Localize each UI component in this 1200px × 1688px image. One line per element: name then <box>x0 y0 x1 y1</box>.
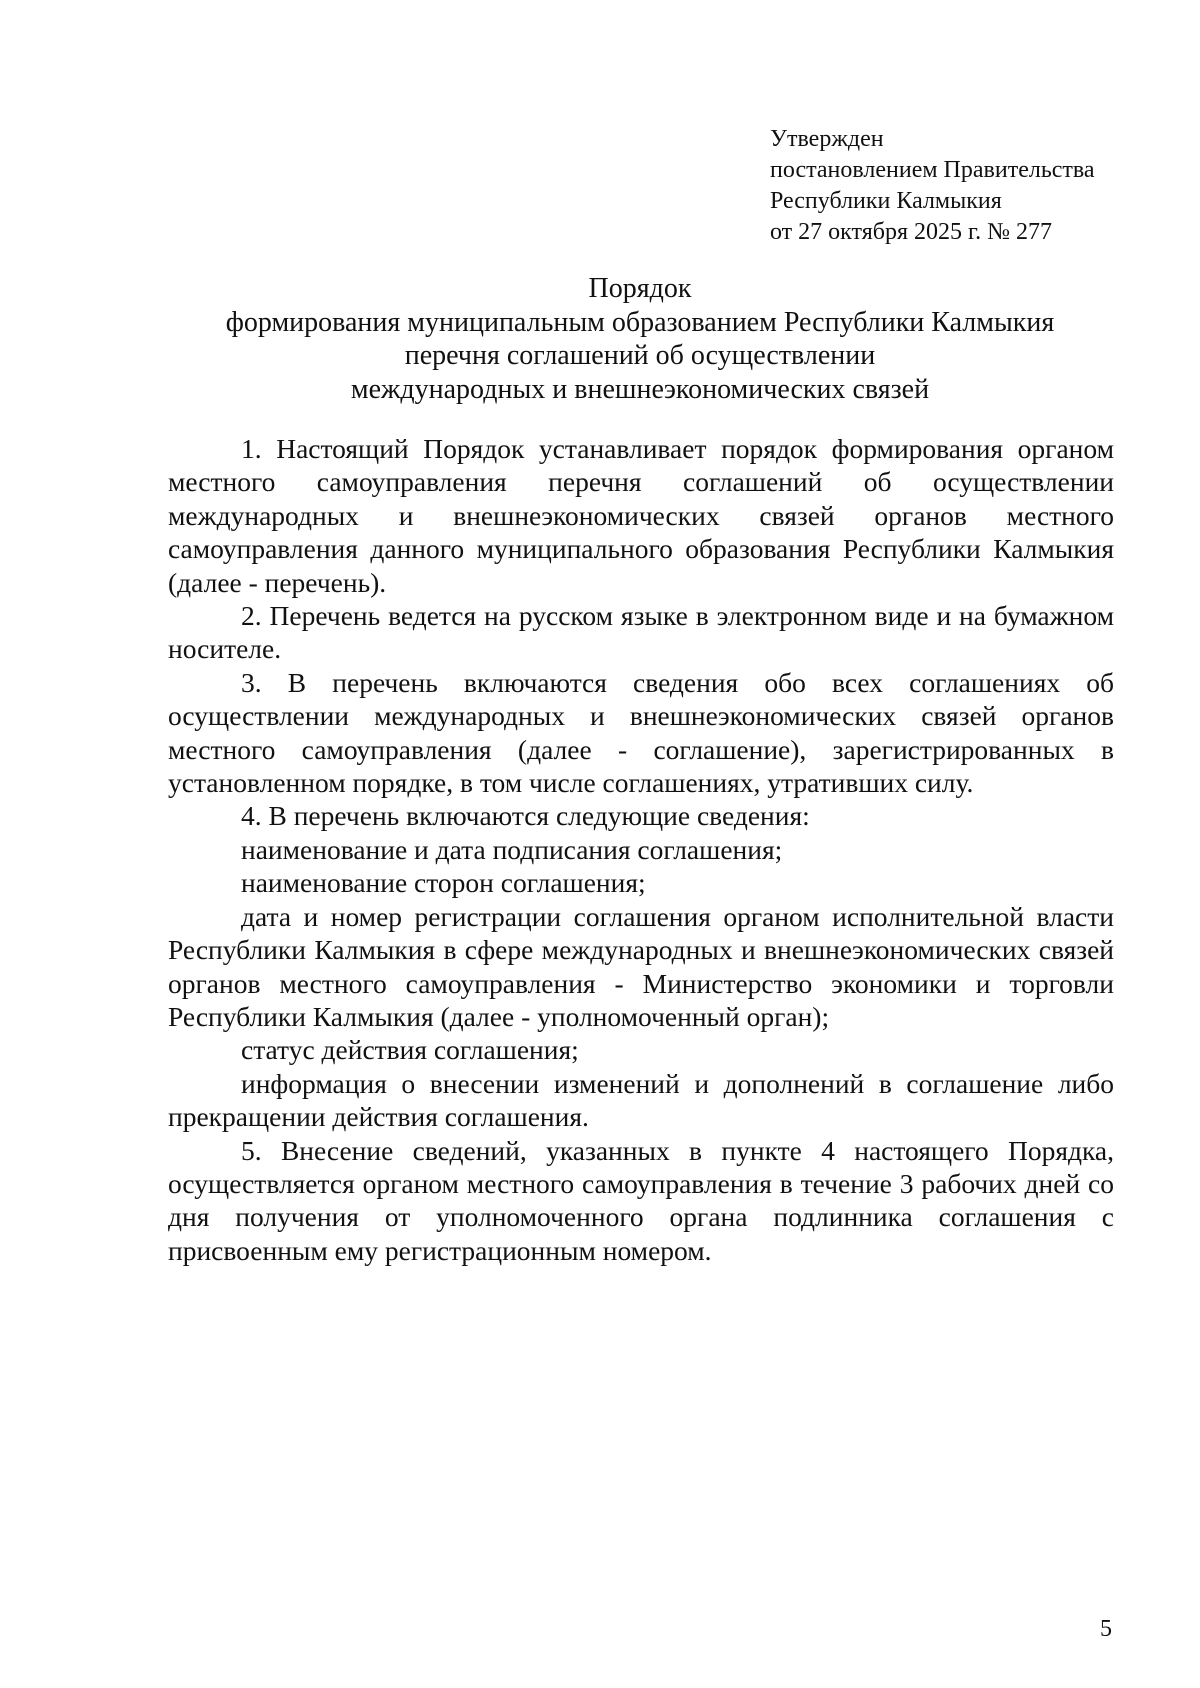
document-body <box>168 432 1114 1267</box>
paragraph-4-item: дата и номер регистрации соглашения органом исполнительной власти Республики Калмыкия в сфере международных и внешнеэкономических связей органов местного самоуправления - Министерство экономики и торговли Республики Калмыкия (далее - уполномоченный орган); <box>168 900 1114 1032</box>
paragraph-2: 2. Перечень ведется на русском языке в электронном виде и на бумажном носителе. <box>168 600 1114 665</box>
paragraph-1: 1. Настоящий Порядок устанавливает порядок формирования органом местного самоуправления перечня соглашений об осуществлении международных и внешнеэкономических связей органов местного самоуправления данного муниципального образования Республики Калмыкия (далее - перечень). <box>168 433 1114 598</box>
paragraph-4-item: наименование сторон соглашения; <box>241 867 646 899</box>
title-line: Порядок <box>588 273 692 304</box>
paragraph-3: 3. В перечень включаются сведения обо всех соглашениях об осуществлении международных и внешнеэкономических связей органов местного самоуправления (далее - соглашение), зарегистрированных в установленном порядке, в том числе соглашениях, утративших силу. <box>168 666 1114 799</box>
paragraph-4-item: статус действия соглашения; <box>241 1034 579 1066</box>
approval-line: Утвержден <box>770 126 884 152</box>
paragraph-4: 4. В перечень включаются следующие сведения: <box>241 800 810 832</box>
approval-line: Республики Калмыкия <box>770 188 1002 214</box>
title-line: перечня соглашений об осуществлении <box>404 340 876 371</box>
document-title <box>160 272 1120 406</box>
title-line: международных и внешнеэкономических связей <box>350 373 930 405</box>
paragraph-4-item: наименование и дата подписания соглашения; <box>241 833 783 865</box>
approval-line: от 27 октября 2025 г. № 277 <box>770 219 1053 245</box>
paragraph-5: 5. Внесение сведений, указанных в пункте 4 настоящего Порядка, осуществляется органом местного самоуправления в течение 3 рабочих дней со дня получения от уполномоченного органа подлинника соглашения с присвоенным ему регистрационным номером. <box>168 1134 1114 1266</box>
approval-stamp <box>770 124 1170 248</box>
page-number: 5 <box>1100 1616 1112 1642</box>
paragraph-4-item: информация о внесении изменений и дополнений в соглашение либо прекращении действия соглашения. <box>168 1067 1114 1133</box>
approval-line: постановлением Правительства <box>770 157 1095 183</box>
title-line: формирования муниципальным образованием Республики Калмыкия <box>225 306 1055 338</box>
